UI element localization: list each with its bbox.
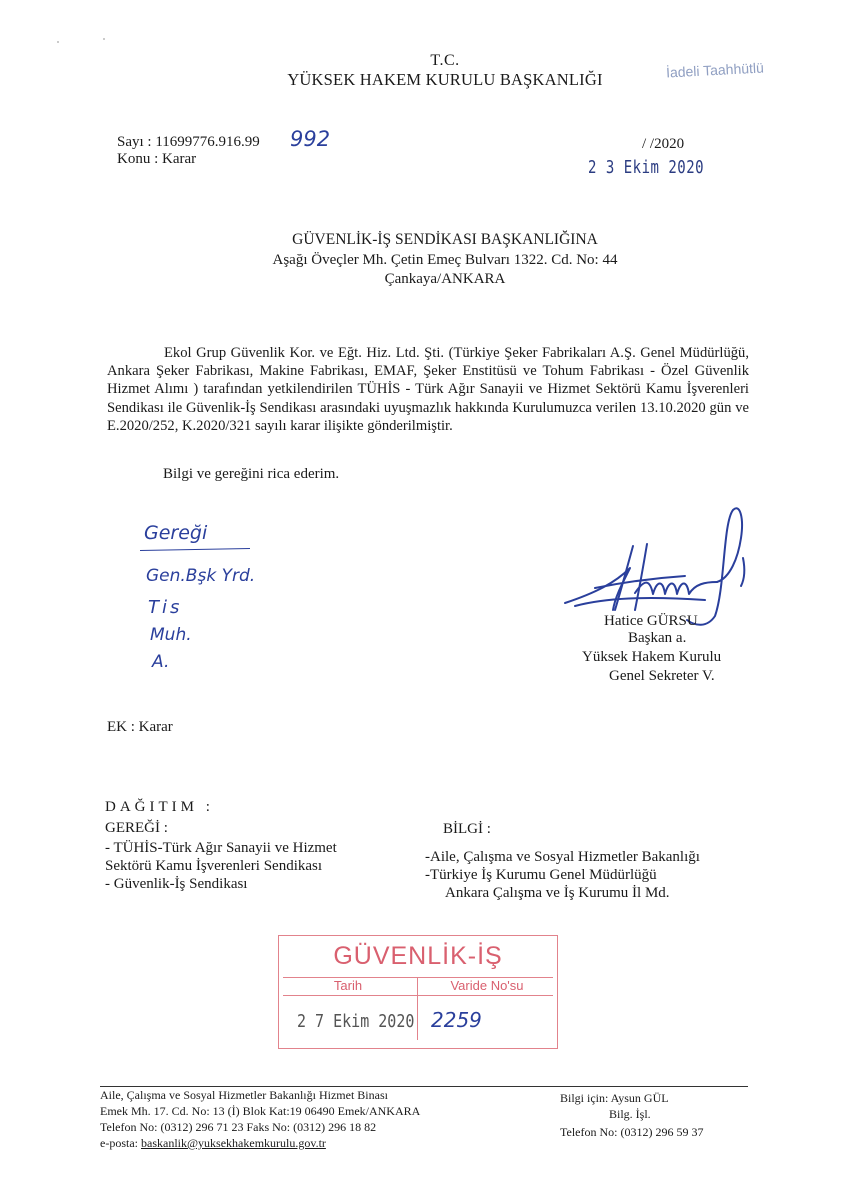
addressee-street: Aşağı Öveçler Mh. Çetin Emeç Bulvarı 1322. Cd. No: 44 (272, 252, 618, 268)
received-stamp-number-label: Varide No'su (450, 978, 524, 993)
footer-email-line (100, 1136, 326, 1151)
body-paragraph: Ekol Grup Güvenlik Kor. ve Eğt. Hiz. Ltd. Şti. (Türkiye Şeker Fabrikaları A.Ş. Genel Müdürlüğü, Ankara Şeker Fabrikası, Makine Fabrikası, EMAF, Şeker Enstitüsü ve Tohum Fabrikası - Özel Güvenlik Hizmet Alımı ) tarafından yetkilendirilen TÜHİS - Türk Ağır Sanayii ve Hizmet Sektörü Kamu İşverenleri Sendikası ile Güvenlik-İş Sendikası arasındaki uyuşmazlık hakkında Kurulumuzca verilen 13.10.2020 gün ve E.2020/252, K.2020/321 sayılı karar ilişikte gönderilmiştir. (107, 345, 749, 434)
received-stamp-date: 2 7 Ekim 2020 (297, 1010, 415, 1032)
info-recipients-heading: BİLGİ : (443, 821, 491, 837)
handwritten-number: 992 (290, 127, 331, 151)
action-recipients-heading: GEREĞİ : (105, 820, 168, 836)
info-recipient: -Aile, Çalışma ve Sosyal Hizmetler Bakanlığı (425, 849, 700, 865)
footer-contact-phone: Telefon No: (0312) 296 59 37 (560, 1125, 704, 1139)
closing-line: Bilgi ve gereğini rica ederim. (163, 466, 340, 482)
signatory-title: Yüksek Hakem Kurulu (582, 649, 722, 665)
header-organization: YÜKSEK HAKEM KURULU BAŞKANLIĞI (287, 70, 603, 89)
footer-phone-fax: Telefon No: (0312) 296 71 23 Faks No: (0312) 296 18 82 (100, 1120, 377, 1134)
footer-address: Aile, Çalışma ve Sosyal Hizmetler Bakanlığı Hizmet Binası (100, 1088, 388, 1102)
addressee-city: Çankaya/ANKARA (384, 271, 506, 287)
handwritten-note: Gereği (144, 522, 208, 544)
footer-email-link[interactable]: baskanlik@yuksekhakemkurulu.gov.tr (141, 1136, 326, 1150)
stamp-divider (283, 995, 553, 996)
signatory-name: Hatice GÜRSU (604, 613, 698, 629)
received-stamp-number: 2259 (431, 1008, 482, 1032)
handwritten-note: Muh. (150, 625, 192, 645)
action-recipient: - TÜHİS-Türk Ağır Sanayii ve Hizmet (105, 840, 337, 856)
attachment-line: EK : Karar (107, 719, 173, 735)
scan-speck (57, 41, 59, 43)
handwritten-note: Gen.Bşk Yrd. (146, 566, 256, 586)
footer-contact-person: Bilgi için: Aysun GÜL (560, 1091, 669, 1105)
signatory-title: Başkan a. (628, 630, 687, 646)
footer-address: Emek Mh. 17. Cd. No: 13 (İ) Blok Kat:19 06490 Emek/ANKARA (100, 1104, 421, 1118)
handwritten-note: Tis (148, 597, 183, 618)
registered-mail-stamp: İadeli Taahhütlü (665, 59, 765, 81)
footer-email-label: e-posta: (100, 1136, 141, 1150)
received-stamp (278, 935, 558, 1049)
received-stamp-date-label: Tarih (333, 978, 363, 993)
received-stamp-title: GÜVENLİK-İŞ (333, 942, 503, 970)
date-stamp: 2 3 Ekim 2020 (588, 158, 705, 178)
handwritten-underline (140, 548, 250, 551)
footer-contact-role: Bilg. İşl. (609, 1107, 651, 1121)
distribution-heading: DAĞITIM : (105, 799, 214, 815)
document-number: Sayı : 11699776.916.99 (117, 134, 260, 150)
document-date: / /2020 (642, 136, 685, 152)
handwritten-note: A. (152, 652, 170, 672)
addressee-name: GÜVENLİK-İŞ SENDİKASI BAŞKANLIĞINA (292, 231, 598, 248)
header-tc: T.C. (430, 52, 460, 69)
document-subject: Konu : Karar (117, 151, 197, 167)
action-recipient: - Güvenlik-İş Sendikası (105, 876, 248, 892)
action-recipient: Sektörü Kamu İşverenleri Sendikası (105, 858, 323, 874)
footer-divider (100, 1086, 748, 1087)
info-recipient: Ankara Çalışma ve İş Kurumu İl Md. (445, 885, 670, 901)
info-recipient: -Türkiye İş Kurumu Genel Müdürlüğü (425, 867, 657, 883)
signatory-title: Genel Sekreter V. (609, 668, 715, 684)
scan-speck (103, 38, 105, 40)
